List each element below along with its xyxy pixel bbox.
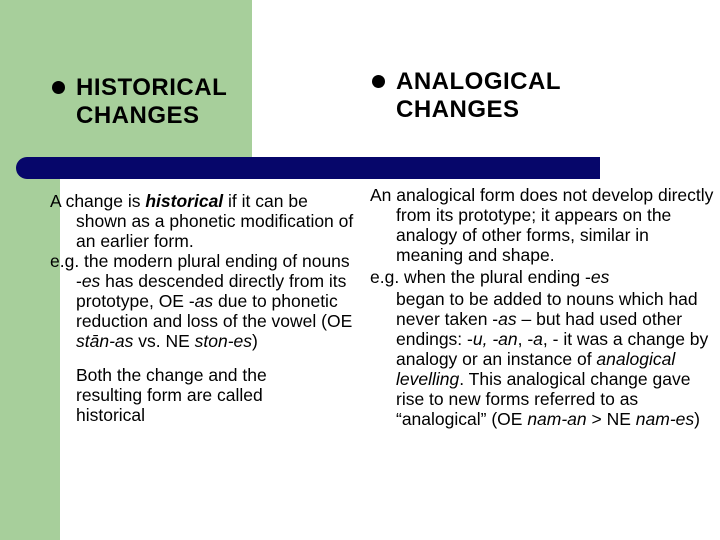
heading-line: ANALOGICAL — [396, 68, 561, 95]
example-continuation: began to be added to nouns which had never taken -as – but had used other endings: -u, -an, -a, - it was a change by analogy or an instance of analogical levelling. This analogical change gave rise to new forms referred to as “analogical” (OE nam-an > NE nam-es) — [396, 289, 709, 429]
divider-bar — [16, 157, 600, 179]
bullet-icon — [52, 81, 65, 94]
heading-line: CHANGES — [396, 96, 520, 123]
analogical-text-column — [370, 185, 715, 429]
example-paragraph: e.g. when the plural ending -es — [370, 267, 610, 287]
heading-line: HISTORICAL — [76, 74, 228, 101]
definition-paragraph: A change is historical if it can be shown as a phonetic modification of an earlier form. — [50, 191, 354, 251]
definition-paragraph: An analogical form does not develop directly from its prototype; it appears on the analogy of other forms, similar in meaning and shape. — [370, 185, 714, 265]
example-paragraph: e.g. the modern plural ending of nouns -es has descended directly from its prototype, OE -as due to phonetic reduction and loss of the vowel (OE stān-as vs. NE ston-es) — [50, 251, 353, 351]
note-paragraph: Both the change and the resulting form are called historical — [76, 365, 267, 425]
heading-historical — [76, 74, 227, 130]
historical-text-column — [50, 191, 360, 425]
heading-analogical — [396, 68, 561, 124]
bullet-icon — [372, 75, 385, 88]
heading-line: CHANGES — [76, 102, 200, 129]
